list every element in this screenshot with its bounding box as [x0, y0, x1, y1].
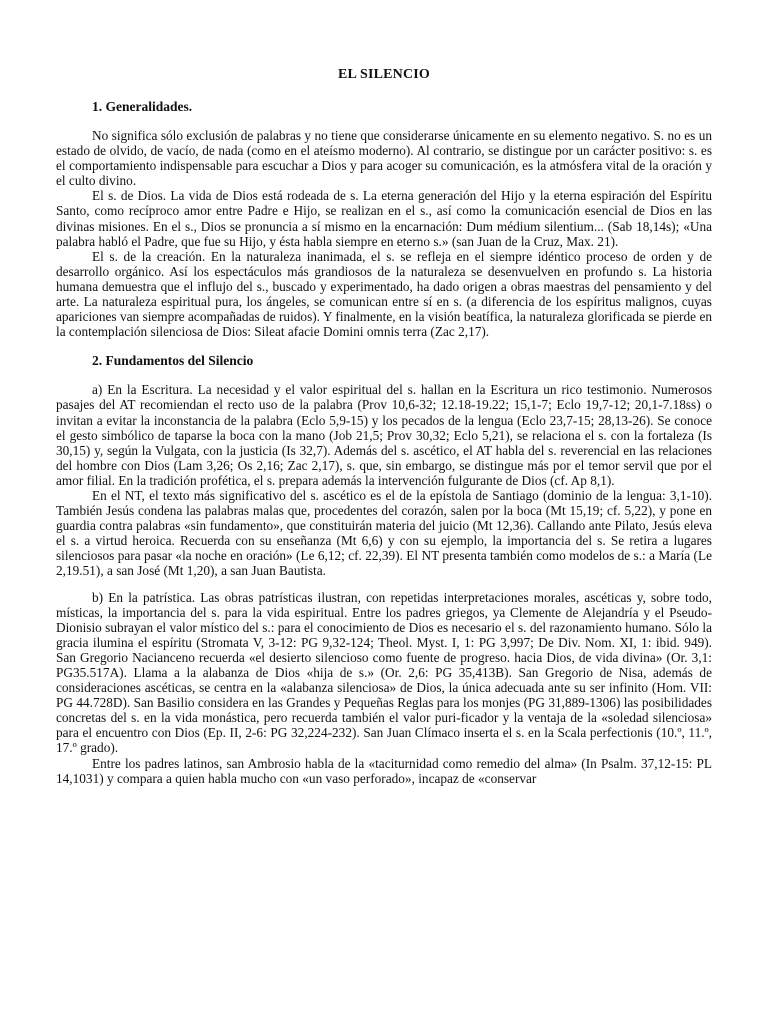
section-heading-generalidades: 1. Generalidades. — [92, 99, 193, 114]
paragraph: El s. de la creación. En la naturaleza inanimada, el s. se refleja en el siempre idéntico proceso de orden y de desarrollo orgánico. Así los espectáculos más grandiosos de la naturaleza se desenvuelven en profundo s. La historia humana demuestra que el influjo del s., buscado y experimentado, ha dado origen a obras maestras del pensamiento y del arte. La naturaleza espiritual pura, los ángeles, se comunican entre sí en s. (a diferencia de los espíritus malignos, cuyas apariciones van siempre acompañadas de ruidos). Y finalmente, en la visión beatífica, la naturaleza glorificada se pierde en la contemplación silenciosa de Dios: Sileat afacie Domini omnis terra (Zac 2,17). — [56, 248, 712, 340]
paragraph: En el NT, el texto más significativo del s. ascético es el de la epístola de Santiago (dominio de la lengua: 3,1-10). También Jesús condena las palabras malas que, procedentes del corazón, salen por la boca (Mt 15,19; cf. 5,22), y pone en guardia contra palabras «sin fundamento», que constituirán materia del juicio (Mt 12,36). Callando ante Pilato, Jesús eleva el s. a virtud heroica. Recuerda con su enseñanza (Mt 6,6) y con su ejemplo, la importancia del s. Se retira a lugares silenciosos para pasar «la noche en oración» (Le 6,12; cf. 22,39). El NT presenta también como modelos de s.: a María (Le 2,19.51), a san José (Mt 1,20), a san Juan Bautista. — [56, 487, 712, 579]
paragraph: No significa sólo exclusión de palabras y no tiene que considerarse únicamente en su elemento negativo. S. no es un estado de olvido, de vacío, de nada (como en el ateísmo moderno). Al contrario, se distingue por un carácter positivo: s. es el comportamiento indispensable para escuchar a Dios y para acoger su comunicación, es la atmósfera vital de la oración y el culto divino. — [56, 128, 712, 189]
paragraph: Entre los padres latinos, san Ambrosio habla de la «taciturnidad como remedio del alma» (In Psalm. 37,12-15: PL 14,1031) y compara a quien habla mucho con «un vaso perforado», incapaz de «conservar — [56, 755, 712, 786]
paragraph: El s. de Dios. La vida de Dios está rodeada de s. La eterna generación del Hijo y la eterna espiración del Espíritu Santo, como recíproco amor entre Padre e Hijo, se realizan en el s., así como la comunicación esencial de Dios en las divinas misiones. En el s., Dios se pronuncia a sí mismo en la encarnación: Dum médium silentium... (Sab 18,14s); «Una palabra habló el Padre, que fue su Hijo, y ésta habla siempre en eterno s.» (san Juan de la Cruz, Max. 21). — [56, 188, 712, 249]
paragraph: a) En la Escritura. La necesidad y el valor espiritual del s. hallan en la Escritura un rico testimonio. Numerosos pasajes del AT recomiendan el recto uso de la palabra (Prov 10,6-32; 12.18-19.22; 15,1-7; Eclo 19,7-12; 20,1-7.18ss) o invitan a evitar la inconstancia de la palabra (Eclo 5,9-15) y los pecados de la lengua (Eclo 23,7-15; 28,13-26). Se conoce el gesto simbólico de taparse la boca con la mano (Job 21,5; Prov 30,32; Eclo 5,21), se relaciona el s. con la fortaleza (Is 30,15) y, según la Vulgata, con la justicia (Is 32,7). Además del s. ascético, el AT habla del s. reverencial en las relaciones del hombre con Dios (Lam 3,26; Os 2,16; Zac 2,17), s. que, sin embargo, se distingue más por el temor servil que por el amor filial. En la tradición profética, el s. prepara además la intervención fulgurante de Dios (cf. Ap 8,1). — [56, 382, 712, 488]
document-title: EL SILENCIO — [337, 67, 431, 82]
paragraph: b) En la patrística. Las obras patrísticas ilustran, con repetidas interpretaciones morales, ascéticas y, sobre todo, místicas, la importancia del s. para la vida espiritual. Entre los padres griegos, ya Clemente de Alejandría y el Pseudo-Dionisio subrayan el valor místico del s.: para el conocimiento de Dios es necesario el s. del razonamiento humano. Sólo la gracia ilumina el espíritu (Stromata V, 3-12: PG 9,32-124; Theol. Myst. I, 1: PG 3,997; De Div. Nom. XI, 1: ibid. 949). San Gregorio Nacianceno recuerda «el desierto silencioso como fuente de progreso. hacia Dios, de vida divina» (Or. 3,1: PG35.517A). Llama a la alabanza de Dios «hija de s.» (Or. 2,6: PG 35,413B). San Gregorio de Nisa, además de consideraciones ascéticas, se centra en la «alabanza silenciosa» de Dios, la única adecuada ante su ser infinito (Hom. VII: PG 44.728D). San Basilio considera en las Grandes y Pequeñas Reglas para los monjes (PG 31,889-1306) las posibilidades concretas del s. en la vida monástica, pero recuerda también el valor puri-ficador y la ventaja de la «soledad silenciosa» para el encuentro con Dios (Ep. II, 2-6: PG 32,224-232). San Juan Clímaco inserta el s. en la Scala perfectionis (10.º, 11.º, 17.º grado). — [56, 589, 712, 756]
section-heading-fundamentos: 2. Fundamentos del Silencio — [92, 353, 254, 369]
